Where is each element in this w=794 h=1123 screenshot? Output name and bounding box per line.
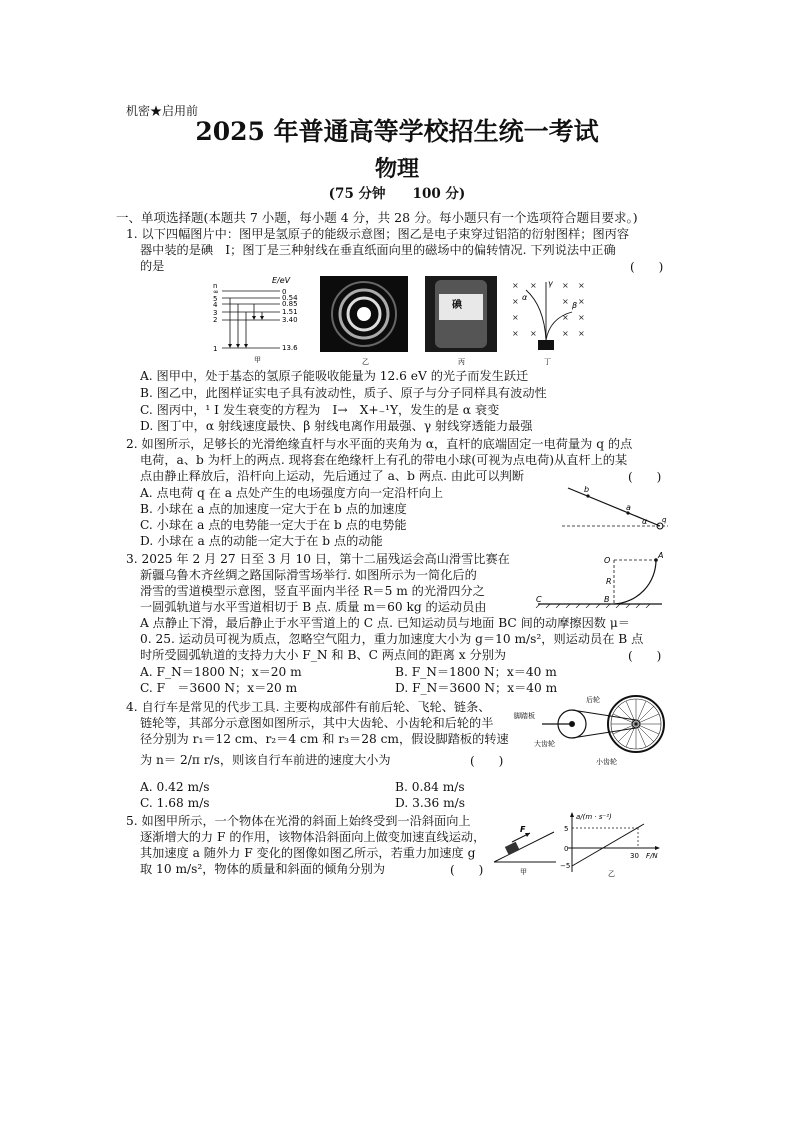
diffraction-center: [357, 307, 371, 321]
subject-title: 物理: [374, 156, 419, 182]
q2-line-2: 电荷，a、b 为杆上的两点. 现将套在绝缘杆上有孔的带电小球(可视为点电荷)从直杆上的某: [140, 453, 628, 467]
field-mark-x: ×: [578, 329, 585, 338]
q2-option-a: A. 点电荷 q 在 a 点处产生的电场强度方向一定沿杆向上: [140, 486, 444, 500]
n5-label: 5: [213, 295, 218, 303]
fig-caption-bing: 丙: [458, 358, 465, 366]
q1-line-1: 1. 以下四幅图片中：图甲是氢原子的能级示意图；图乙是电子束穿过铝箔的衍射图样；图丙容: [126, 227, 630, 241]
y-tick-5: 5: [564, 825, 569, 833]
beta-label: β: [572, 301, 578, 310]
small-gear-label: 小齿轮: [596, 758, 617, 766]
field-mark-x: ×: [562, 329, 569, 338]
q4-line-3: 径分别为 r₁＝12 cm、r₂＝4 cm 和 r₃＝28 cm，假设脚踏板的转速: [140, 732, 509, 746]
x-axis-label: F/N: [646, 852, 658, 860]
arrowhead: [228, 344, 232, 348]
energy-4-value: 0.85: [282, 300, 298, 308]
q1-line-3: 的是: [140, 259, 165, 273]
energy-5-value: 0.54: [282, 294, 298, 302]
radiation-deflection-diagram: [508, 276, 590, 366]
fig-caption-yi: 乙: [608, 870, 615, 878]
arrowhead: [244, 344, 248, 348]
q5-line-2: 逐渐增大的力 F 的作用，该物体沿斜面向上做变加速直线运动，: [140, 830, 486, 844]
q5-line-3: 其加速度 a 随外力 F 变化的图像如图乙所示，若重力加速度 g: [140, 846, 476, 860]
q3-line-5: A 点静止下滑，最后静止于水平雪道上的 C 点. 已知运动员与地面 BC 间的动摩擦因数 μ＝: [140, 616, 630, 630]
field-mark-x: ×: [578, 297, 585, 306]
q1-option-a: A. 图甲中，处于基态的氢原子能吸收能量为 12.6 eV 的光子而发生跃迁: [140, 369, 529, 383]
x-tick-30: 30: [630, 852, 639, 860]
block: [505, 842, 520, 855]
q3-option-c: C. F ＝3600 N；x＝20 m: [140, 681, 298, 695]
q3-line-3: 滑雪的雪道模型示意图，竖直平面内半径 R＝5 m 的光滑四分之: [140, 584, 485, 598]
fig-caption-yi: 乙: [362, 358, 369, 366]
pedal-label: 脚踏板: [514, 712, 535, 720]
q2-option-c: C. 小球在 a 点的电势能一定大于在 b 点的电势能: [140, 518, 407, 532]
rear-wheel-label: 后轮: [586, 696, 600, 704]
ski-slope-diagram: [528, 550, 668, 608]
field-mark-x: ×: [578, 281, 585, 290]
arrowhead: [252, 316, 256, 320]
arrowhead: [236, 344, 240, 348]
force-label: F: [520, 825, 526, 834]
chain-bottom: [572, 728, 636, 738]
center-o-label: O: [604, 556, 611, 565]
field-mark-x: ×: [512, 297, 519, 306]
q3-option-b: B. F_N＝1800 N；x＝40 m: [395, 665, 557, 679]
q2-line-1: 2. 如图所示，足够长的光滑绝缘直杆与水平面的夹角为 α，直杆的底端固定一电荷量为 q 的点: [126, 437, 633, 451]
point-c-label: C: [536, 595, 542, 604]
field-mark-x: ×: [578, 313, 585, 322]
quarter-circle-track: [614, 560, 656, 604]
field-mark-x: ×: [562, 297, 569, 306]
q5-answer-blank: ( ): [450, 863, 484, 877]
q3-answer-blank: ( ): [628, 649, 662, 663]
q5-line-1: 5. 如图甲所示，一个物体在光滑的斜面上始终受到一沿斜面向上: [126, 814, 471, 828]
q4-option-c: C. 1.68 m/s: [140, 796, 210, 810]
q3-line-2: 新疆乌鲁木齐丝绸之路国际滑雪场举行. 如图所示为一简化后的: [140, 568, 477, 582]
energy-2-value: 3.40: [282, 316, 298, 324]
q3-line-1: 3. 2025 年 2 月 27 日至 3 月 10 日，第十二届残运会高山滑雪比赛在: [126, 552, 510, 566]
q5-line-4: 取 10 m/s²，物体的质量和斜面的倾角分别为: [140, 862, 386, 876]
q2-option-b: B. 小球在 a 点的加速度一定大于在 b 点的加速度: [140, 502, 407, 516]
n3-label: 3: [213, 309, 218, 317]
fig-caption-jia: 甲: [254, 356, 261, 364]
q3-option-a: A. F_N＝1800 N；x＝20 m: [140, 665, 302, 679]
n-infinity-label: ∞: [213, 288, 219, 296]
exam-meta: (75 分钟 100 分): [328, 186, 466, 202]
q4-answer-blank: ( ): [470, 754, 504, 768]
q3-line-6: 0. 25. 运动员可视为质点，忽略空气阻力，重力加速度大小为 g＝10 m/s²，则运动员在 B 点: [140, 632, 644, 646]
y-axis-label: a/(m · s⁻²): [576, 813, 612, 821]
field-mark-x: ×: [530, 281, 537, 290]
point-b: [586, 494, 589, 497]
q2-answer-blank: ( ): [628, 470, 662, 484]
acceleration-force-graph: [558, 810, 668, 878]
field-mark-x: ×: [562, 313, 569, 322]
jar-label-text: 碘: [452, 300, 462, 311]
x-axis-arrow: [655, 846, 660, 850]
point-b-label: B: [604, 595, 610, 604]
energy-level-diagram: [210, 272, 310, 364]
radiation-source: [538, 340, 554, 350]
fig-caption-ding: 丁: [544, 358, 551, 366]
y-axis-arrow: [570, 812, 574, 817]
field-mark-x: ×: [512, 313, 519, 322]
fig-caption-jia: 甲: [520, 868, 527, 876]
section-heading: 一、单项选择题(本题共 7 小题，每小题 4 分，共 28 分。每小题只有一个选项符合题目要求。): [116, 210, 638, 225]
q3-line-4: 一圆弧轨道与水平雪道相切于 B 点. 质量 m＝60 kg 的运动员由: [140, 600, 487, 614]
y-tick-minus5: −5: [560, 862, 571, 870]
field-mark-x: ×: [512, 281, 519, 290]
confidential-mark: 机密★启用前: [126, 104, 199, 118]
n2-label: 2: [213, 316, 218, 324]
bicycle-gear-diagram: [512, 694, 670, 768]
energy-inf-value: 0: [282, 288, 287, 296]
point-b-label: b: [584, 485, 590, 494]
q3-option-d: D. F_N＝3600 N；x＝40 m: [395, 681, 558, 695]
field-mark-x: ×: [530, 329, 537, 338]
incline-force-diagram: [490, 818, 560, 876]
energy-axis-label: E/eV: [272, 276, 291, 285]
q2-line-3: 点由静止释放后，沿杆向上运动，先后通过了 a、b 两点. 由此可以判断: [140, 469, 525, 483]
point-a-label: A: [658, 551, 664, 560]
field-mark-x: ×: [562, 281, 569, 290]
q3-line-7: 时所受圆弧轨道的支持力大小 F_N 和 B、C 两点间的距离 x 分别为: [140, 648, 507, 662]
n1-label: 1: [213, 345, 218, 353]
n-label: n: [213, 282, 218, 290]
gamma-label: γ: [548, 279, 553, 288]
q4-option-d: D. 3.36 m/s: [395, 796, 466, 810]
alpha-label: α: [522, 293, 528, 302]
field-mark-x: ×: [512, 329, 519, 338]
chain-top: [572, 710, 636, 720]
energy-1-value: 13.6: [282, 344, 298, 352]
q1-option-c: C. 图丙中，¹ I 发生衰变的方程为 I→ X+₋¹Y，发生的是 α 衰变: [140, 403, 500, 417]
diffraction-pattern: [320, 276, 408, 366]
y-tick-0: 0: [564, 845, 569, 853]
q4-line-2: 链轮等，其部分示意图如图所示，其中大齿轮、小齿轮和后轮的半: [140, 716, 494, 730]
exam-title: 2025 年普通高等学校招生统一考试: [195, 117, 599, 146]
q4-line-4: 为 n＝ 2/π r/s，则该自行车前进的速度大小为: [140, 753, 391, 767]
radius-label: R: [606, 577, 612, 586]
angle-label: α: [642, 517, 648, 526]
q4-line-1: 4. 自行车是常见的代步工具. 主要构成部件有前后轮、飞轮、链条、: [126, 700, 491, 714]
q1-option-b: B. 图乙中，此图样证实电子具有波动性，质子、原子与分子同样具有波动性: [140, 386, 547, 400]
point-a-label: a: [626, 503, 631, 512]
n4-label: 4: [213, 301, 218, 309]
charge-label: q: [662, 516, 667, 524]
q4-option-b: B. 0.84 m/s: [395, 780, 465, 794]
q1-line-2: 器中装的是碘 I；图丁是三种射线在垂直纸面向里的磁场中的偏转情况. 下列说法中正确: [140, 243, 616, 257]
q1-answer-blank: ( ): [630, 260, 664, 274]
q1-option-d: D. 图丁中，α 射线速度最快、β 射线电离作用最强、γ 射线穿透能力最强: [140, 419, 533, 433]
energy-3-value: 1.51: [282, 308, 298, 316]
arrowhead: [260, 316, 264, 320]
big-gear-label: 大齿轮: [534, 740, 555, 748]
iodine-jar-photo: [425, 276, 497, 366]
q4-option-a: A. 0.42 m/s: [140, 780, 210, 794]
inclined-rod-diagram: [560, 482, 670, 534]
q2-option-d: D. 小球在 a 点的动能一定大于在 b 点的动能: [140, 534, 383, 548]
